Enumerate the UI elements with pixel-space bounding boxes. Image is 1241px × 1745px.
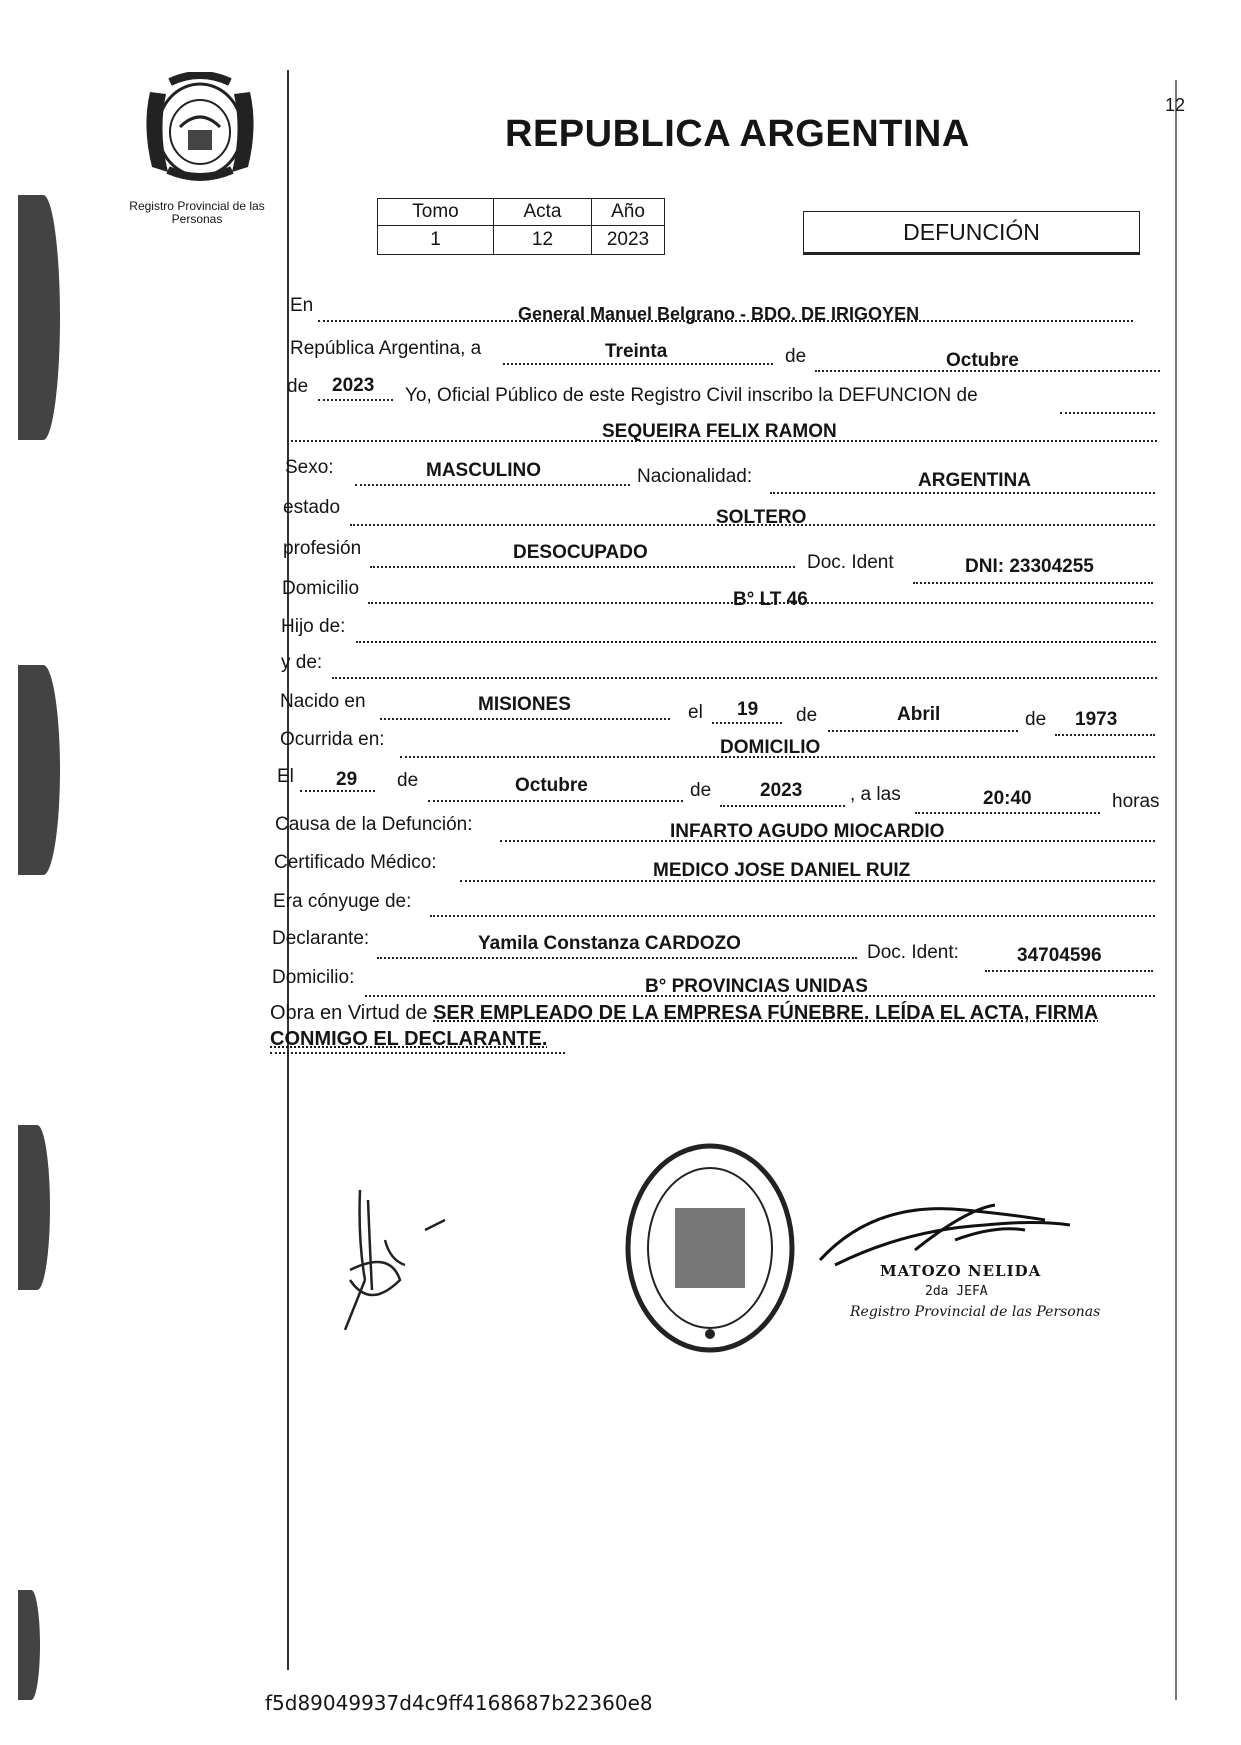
dotted-line (985, 970, 1153, 972)
registry-value-acta: 12 (494, 226, 592, 255)
dotted-line (503, 363, 773, 365)
dotted-line (915, 812, 1100, 814)
label-domicilio-declarante: Domicilio: (272, 967, 355, 988)
dotted-line (1055, 734, 1155, 736)
label-de-year: de (287, 376, 309, 397)
value-dni: DNI: 23304255 (965, 556, 1094, 577)
declarant-signature (330, 1170, 470, 1330)
dotted-line (828, 730, 1018, 732)
dotted-line (380, 718, 670, 720)
dotted-line (356, 641, 1156, 643)
label-de-death-year: de (690, 780, 712, 801)
dotted-line (318, 399, 393, 401)
label-declarante: Declarante: (272, 928, 370, 949)
value-causa: INFARTO AGUDO MIOCARDIO (670, 821, 945, 842)
registry-value-tomo: 1 (378, 226, 494, 255)
dotted-line (428, 800, 683, 802)
label-a-las: , a las (850, 784, 901, 805)
value-birth-month: Abril (897, 704, 941, 725)
value-month: Octubre (946, 350, 1019, 371)
label-certificado: Certificado Médico: (274, 852, 437, 873)
value-day-text: Treinta (605, 341, 668, 362)
label-causa: Causa de la Defunción: (275, 814, 473, 835)
label-profesion: profesión (283, 538, 362, 559)
label-de-birth-year: de (1025, 709, 1047, 730)
label-nacionalidad: Nacionalidad: (637, 466, 753, 487)
registry-seal (620, 1138, 800, 1358)
signatory-office: Registro Provincial de las Personas (850, 1304, 1101, 1320)
value-domicilio-declarante: B° PROVINCIAS UNIDAS (645, 976, 868, 997)
dotted-line (332, 677, 1157, 679)
registry-header-tomo: Tomo (378, 199, 494, 226)
document-type-box: DEFUNCIÓN (803, 211, 1140, 253)
label-estado: estado (283, 497, 341, 518)
value-death-month: Octubre (515, 775, 588, 796)
label-republica: República Argentina, a (290, 338, 482, 359)
value-certificado: MEDICO JOSE DANIEL RUIZ (653, 860, 911, 881)
registry-header-acta: Acta (494, 199, 592, 226)
label-el-date: El (277, 766, 294, 787)
label-el: el (688, 702, 703, 723)
inscribo-text: Yo, Oficial Público de este Registro Civil inscribo la DEFUNCION de (405, 385, 978, 406)
value-deceased-name: SEQUEIRA FELIX RAMON (602, 421, 837, 442)
dotted-line (355, 484, 630, 486)
label-hijo-de: Hijo de: (281, 616, 346, 637)
value-sexo: MASCULINO (426, 460, 542, 481)
dotted-line (430, 915, 1155, 917)
value-estado: SOLTERO (716, 507, 807, 528)
dotted-line (770, 492, 1155, 494)
scan-edge-mark (18, 1590, 40, 1700)
signatory-name: MATOZO NELIDA (880, 1262, 1042, 1280)
value-obra-line2: CONMIGO EL DECLARANTE. (270, 1028, 548, 1050)
dotted-line (712, 722, 782, 724)
label-ocurrida-en: Ocurrida en: (280, 729, 385, 750)
value-year: 2023 (332, 375, 375, 396)
label-doc-ident-declarante: Doc. Ident: (867, 942, 959, 963)
registry-table (377, 198, 665, 255)
label-obra: Obra en Virtud de (270, 1002, 428, 1024)
label-sexo: Sexo: (285, 457, 334, 478)
value-ocurrida-en: DOMICILIO (720, 737, 821, 758)
obra-en-virtud (270, 1000, 1170, 1052)
value-place: General Manuel Belgrano - BDO. DE IRIGOYEN (518, 304, 920, 324)
value-birth-year: 1973 (1075, 709, 1118, 730)
value-profesion: DESOCUPADO (513, 542, 648, 563)
registry-value-ano: 2023 (592, 226, 665, 255)
label-de-birth-month: de (796, 705, 818, 726)
dotted-line (377, 957, 857, 959)
label-y-de: y de: (281, 652, 323, 673)
value-doc-declarante: 34704596 (1017, 945, 1102, 966)
value-nacido-en: MISIONES (478, 694, 571, 715)
label-de: de (785, 346, 807, 367)
label-de-death-month: de (397, 770, 419, 791)
value-death-year: 2023 (760, 780, 803, 801)
value-declarante: Yamila Constanza CARDOZO (478, 933, 741, 954)
dotted-line (370, 566, 795, 568)
dotted-line (1060, 412, 1155, 414)
scan-edge-mark (18, 1125, 50, 1290)
right-margin-line (1175, 80, 1177, 1700)
misiones-crest-logo (140, 72, 260, 182)
label-domicilio: Domicilio (282, 578, 360, 599)
label-horas: horas (1112, 791, 1160, 812)
value-death-day: 29 (336, 769, 358, 790)
label-nacido-en: Nacido en (280, 691, 366, 712)
value-domicilio: B° LT 46 (733, 589, 808, 610)
label-doc-ident: Doc. Ident (807, 552, 894, 573)
registry-header-ano: Año (592, 199, 665, 226)
value-death-time: 20:40 (983, 788, 1032, 809)
value-birth-day: 19 (737, 699, 759, 720)
document-hash: f5d89049937d4c9ff4168687b22360e8 (265, 1691, 653, 1715)
page-number: 12 (1165, 95, 1186, 115)
value-obra-line1: SER EMPLEADO DE LA EMPRESA FÚNEBRE. LEÍDA EL ACTA, FIRMA (433, 1002, 1099, 1024)
dotted-line (270, 1052, 565, 1054)
page-title: REPUBLICA ARGENTINA (505, 113, 970, 155)
label-conyuge: Era cónyuge de: (273, 891, 412, 912)
value-nacionalidad: ARGENTINA (918, 470, 1031, 491)
crest-caption: Registro Provincial de las Personas (129, 199, 265, 226)
label-en: En (290, 295, 314, 316)
signatory-role: 2da JEFA (925, 1284, 988, 1299)
dotted-line (913, 582, 1153, 584)
scan-edge-mark (18, 665, 60, 875)
scan-edge-mark (18, 195, 60, 440)
dotted-line (720, 805, 845, 807)
